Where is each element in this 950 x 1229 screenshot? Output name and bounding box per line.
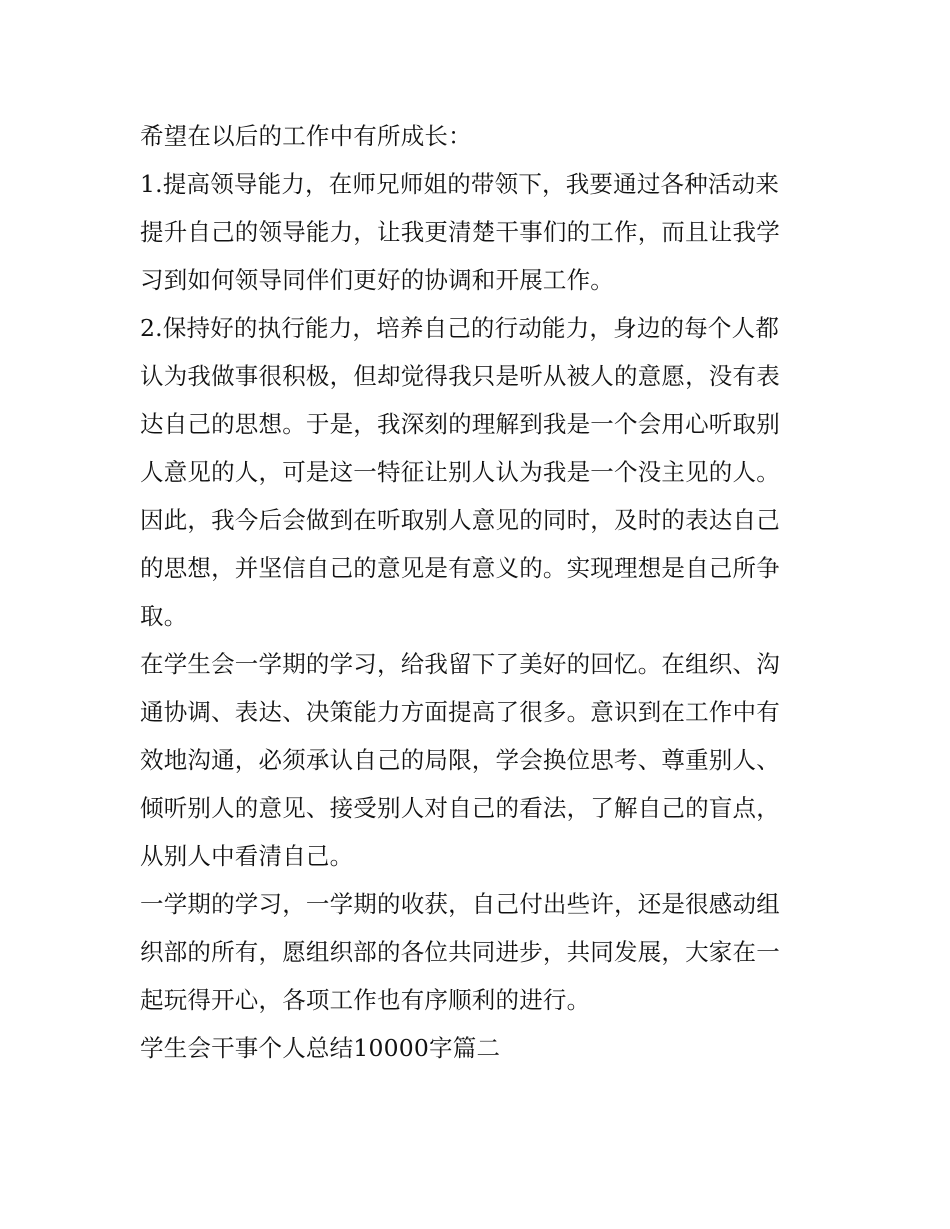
text-line: 1.提高领导能力，在师兄师姐的带领下，我要通过各种活动来 bbox=[140, 170, 780, 198]
text-line: 起玩得开心，各项工作也有序顺利的进行。 bbox=[140, 986, 591, 1014]
text-line: 取。 bbox=[140, 602, 188, 630]
section-heading: 学生会干事个人总结10000字篇二 bbox=[140, 1034, 501, 1062]
text-line: 因此，我今后会做到在听取别人意见的同时，及时的表达自己 bbox=[140, 506, 780, 534]
text-line: 在学生会一学期的学习，给我留下了美好的回忆。在组织、沟 bbox=[140, 650, 780, 678]
text-line: 提升自己的领导能力，让我更清楚干事们的工作，而且让我学 bbox=[140, 218, 780, 246]
text-line: 织部的所有，愿组织部的各位共同进步，共同发展，大家在一 bbox=[140, 938, 780, 966]
text-line: 效地沟通，必须承认自己的局限，学会换位思考、尊重别人、 bbox=[140, 746, 780, 774]
text-line: 人意见的人，可是这一特征让别人认为我是一个没主见的人。 bbox=[140, 458, 780, 486]
document-body bbox=[140, 112, 815, 1072]
text-line: 的思想，并坚信自己的意见是有意义的。实现理想是自己所争 bbox=[140, 554, 780, 582]
text-line: 希望在以后的工作中有所成长： bbox=[140, 122, 472, 150]
text-line: 2.保持好的执行能力，培养自己的行动能力，身边的每个人都 bbox=[140, 314, 780, 342]
text-line: 认为我做事很积极，但却觉得我只是听从被人的意愿，没有表 bbox=[140, 362, 780, 390]
text-line: 达自己的思想。于是，我深刻的理解到我是一个会用心听取别 bbox=[140, 410, 780, 438]
text-line: 倾听别人的意见、接受别人对自己的看法，了解自己的盲点， bbox=[140, 794, 780, 822]
text-line: 通协调、表达、决策能力方面提高了很多。意识到在工作中有 bbox=[140, 698, 780, 726]
text-line: 习到如何领导同伴们更好的协调和开展工作。 bbox=[140, 266, 614, 294]
text-line: 从别人中看清自己。 bbox=[140, 842, 354, 870]
text-line: 一学期的学习，一学期的收获，自己付出些许，还是很感动组 bbox=[140, 890, 780, 918]
